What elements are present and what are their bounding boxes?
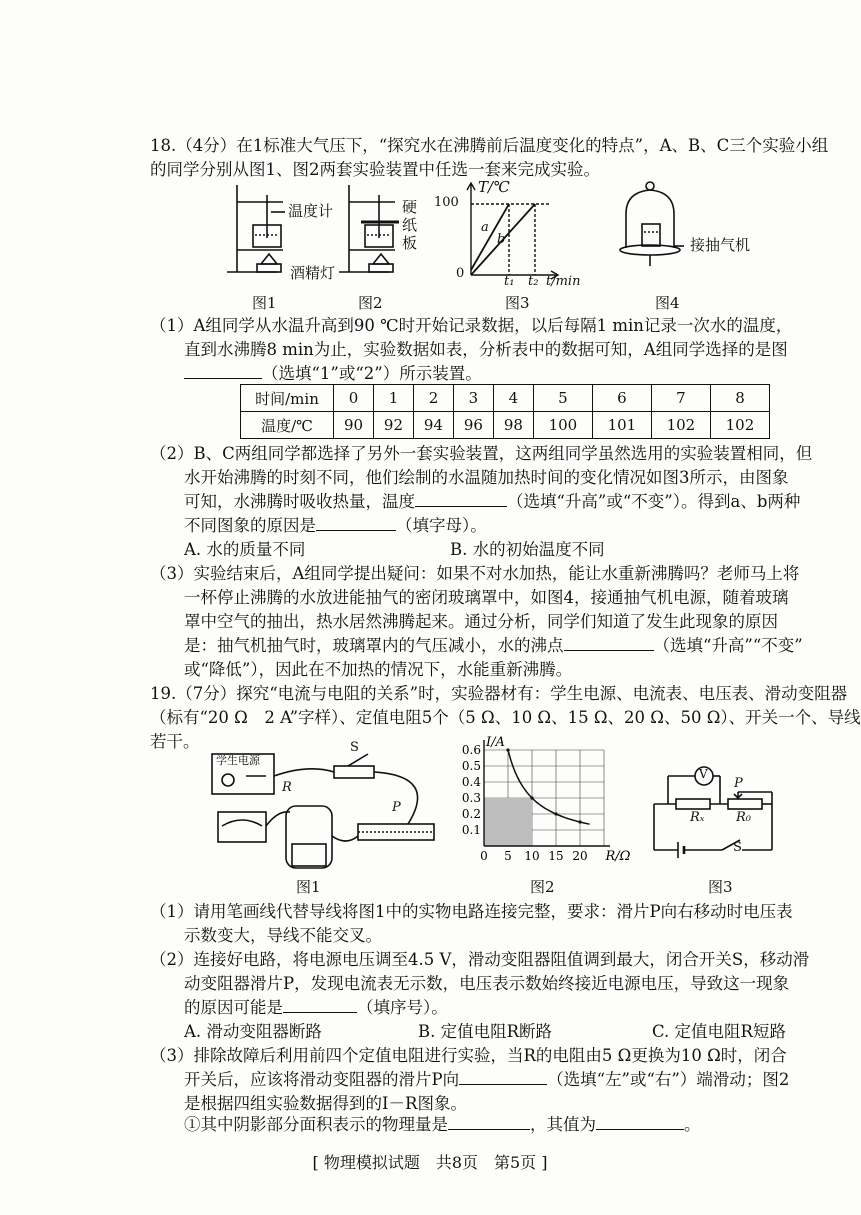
rx-label: Rₓ (690, 810, 705, 825)
fig3-ylabel: T/℃ (478, 178, 510, 196)
q19-p1-line2: 示数变大，导线不能交叉。 (184, 926, 382, 945)
page-footer: [ 物理模拟试题 共8页 第5页 ] (312, 1153, 548, 1172)
q18-intro-line2: 的同学分别从图1、图2两套实验装置中任选一套来完成实验。 (150, 160, 600, 179)
answer-blank[interactable] (283, 996, 357, 1013)
q19-fig2-caption: 图2 (530, 878, 555, 896)
alcohol-lamp-label: 酒精灯 (290, 264, 336, 282)
switch-label: S (350, 740, 359, 755)
fig3-origin: 0 (456, 266, 465, 281)
voltmeter-label: V (699, 767, 708, 781)
voltmeter (292, 844, 326, 866)
q19-p3-line1: （3）排除故障后利用前四个定值电阻进行实验，当R的电阻由5 Ω更换为10 Ω时，闭合 (150, 1046, 787, 1065)
r0-label: R₀ (736, 810, 751, 825)
table-head-temp: 温度/℃ (241, 412, 334, 439)
answer-blank[interactable] (184, 362, 262, 379)
x-tick-label: 15 (548, 849, 564, 863)
q18-p2-line2: 水开始沸腾的时刻不同，他们绘制的水温随加热时间的变化情况如图3所示，由图象 (184, 468, 789, 487)
q19-p1-line1: （1）请用笔画线代替导线将图1中的实物电路连接完整，要求：滑片P向右移动时电压表 (150, 902, 793, 921)
shaded-area (484, 798, 532, 846)
y-tick-label: 0.3 (461, 791, 481, 805)
r0-symbol (728, 799, 762, 809)
q19-fig1-caption: 图1 (296, 878, 321, 896)
fig2-caption: 图2 (358, 294, 383, 312)
fig3-slider-label: P (734, 776, 743, 791)
y-tick-label: 0.4 (461, 775, 481, 789)
q18-p3-line1: （3）实验结束后，A组同学提出疑问：如果不对水加热，能让水重新沸腾吗？老师马上将 (150, 564, 800, 583)
fig3-caption: 图3 (505, 294, 530, 312)
q18-p2-line1: （2）B、C两组同学都选择了另外一套实验装置，这两组同学虽然选用的实验装置相同，但 (150, 444, 813, 463)
fig3-t2: t₂ (528, 274, 539, 289)
fig3-switch-label: S (733, 840, 742, 855)
q18-p2-line4: 不同图象的原因是 （填字母）。 (184, 516, 487, 535)
q19-option-c: C. 定值电阻R短路 (652, 1022, 786, 1041)
q19-fig3-caption: 图3 (708, 878, 733, 896)
answer-blank[interactable] (596, 1113, 684, 1130)
q19-p2-line2: 动变阻器滑片P，发现电流表无示数，电压表示数始终接近电源电压，导致这一现象 (184, 974, 790, 993)
q19-p2-line1: （2）连接好电路，将电源电压调至4.5 V，滑动变阻器阻值调到最大，闭合开关S，移动滑 (150, 950, 810, 969)
table-head-time: 时间/min (241, 385, 334, 412)
resistor-holder (286, 806, 332, 868)
x-tick-label: 20 (572, 849, 588, 863)
table-row: 时间/min 0 1 2 3 4 5 6 7 8 (241, 385, 770, 412)
rx-symbol (676, 799, 710, 809)
thermometer-label: 温度计 (288, 202, 334, 220)
q19-intro-line1: 19.（7分）探究“电流与电阻的关系”时，实验器材有：学生电源、电流表、电压表、滑动变阻器 (150, 684, 848, 703)
q19-fig3-schematic (648, 762, 778, 862)
x-tick-label: 5 (504, 849, 512, 863)
q19-p3-line3: 是根据四组实验数据得到的I－R图象。 (184, 1094, 467, 1113)
fig2-apparatus (339, 185, 399, 272)
fig3-curve-a: a (481, 220, 489, 235)
switch (334, 766, 374, 778)
table-row: 温度/℃ 90 92 94 96 98 100 101 102 102 (241, 412, 770, 439)
q18-option-a: A. 水的质量不同 (184, 540, 306, 559)
answer-blank[interactable] (415, 490, 507, 507)
q18-intro-line1: 18.（4分）在1标准大气压下，“探究水在沸腾前后温度变化的特点”，A、B、C三个实验小组 (150, 136, 829, 155)
data-point (530, 796, 533, 799)
q19-intro-line3: 若干。 (150, 732, 200, 751)
q18-p3-line3: 罩中空气的抽出，热水居然沸腾起来。通过分析，同学们知道了发生此现象的原因 (184, 612, 778, 631)
fig3-y100: 100 (434, 195, 459, 210)
ammeter (218, 812, 266, 842)
data-point (554, 812, 557, 815)
q18-p3-line2: 一杯停止沸腾的水放进能抽气的密闭玻璃罩中，如图4，接通抽气机电源，随着玻璃 (184, 588, 789, 607)
q18-option-b: B. 水的初始温度不同 (450, 540, 605, 559)
q19-option-b: B. 定值电阻R断路 (418, 1022, 553, 1041)
data-point (578, 820, 581, 823)
resistor-label: R (282, 780, 292, 795)
y-tick-label: 0.2 (461, 807, 481, 821)
y-axis-label: I/A (486, 735, 505, 750)
fig3-curve-b: b (497, 232, 506, 247)
fig1-caption: 图1 (252, 294, 277, 312)
x-axis-label: R/Ω (605, 849, 631, 864)
q19-p3-line2: 开关后，应该将滑动变阻器的滑片P向 （选填“左”或“右”）端滑动；图2 (184, 1070, 790, 1089)
x-tick-label: 10 (524, 849, 540, 863)
fig1-apparatus (227, 185, 285, 272)
fig4-bell-jar (620, 182, 684, 266)
q18-p2-line3: 可知，水沸腾时吸收热量，温度 （选填“升高”或“不变”）。得到a、b两种 (184, 492, 801, 511)
fig3-xlabel: t/min (546, 274, 581, 289)
cardboard-label: 硬 纸 板 (402, 198, 418, 252)
answer-blank[interactable] (316, 514, 396, 531)
fig4-caption: 图4 (655, 294, 680, 312)
q18-p3-line4: 是：抽气机抽气时，玻璃罩内的气压减小，水的沸点 （选填“升高”“不变” (184, 636, 803, 655)
y-tick-label: 0.6 (461, 743, 481, 757)
q18-p1-line2: 直到水沸腾8 min为止，实验数据如表，分析表中的数据可知，A组同学选择的是图 (184, 340, 788, 359)
q19-option-a: A. 滑动变阻器断路 (184, 1022, 322, 1041)
pump-label: 接抽气机 (690, 236, 751, 254)
q19-p2-line3: 的原因可能是 （填序号）。 (184, 998, 448, 1017)
fig3-t1: t₁ (504, 274, 515, 289)
x-tick-label: 0 (480, 849, 488, 863)
q18-p1-line3: （选填“1”或“2”）所示装置。 (184, 362, 482, 386)
power-supply-label: 学生电源 (216, 754, 260, 767)
temperature-table (240, 384, 770, 439)
slider-label: P (392, 800, 401, 815)
i-r-chart (454, 734, 631, 874)
y-tick-label: 0.5 (461, 759, 481, 773)
q18-p3-line5: 或“降低”），因此在不加热的情况下，水能重新沸腾。 (184, 660, 573, 679)
answer-blank[interactable] (448, 1113, 530, 1130)
q18-p1-line1: （1）A组同学从水温升高到90 ℃时开始记录数据，以后每隔1 min记录一次水的温度， (150, 316, 793, 335)
q19-intro-line2: （标有“20 Ω 2 A”字样）、定值电阻5个（5 Ω、10 Ω、15 Ω、20 Ω、50 Ω）、开关一个、导线 (150, 708, 861, 727)
answer-blank[interactable] (459, 1068, 547, 1085)
q19-p3-line4: ①其中阴影部分面积表示的物理量是 ，其值为 。 (184, 1115, 701, 1134)
answer-blank[interactable] (564, 634, 654, 651)
y-tick-label: 0.1 (461, 823, 481, 837)
data-point (506, 748, 509, 751)
